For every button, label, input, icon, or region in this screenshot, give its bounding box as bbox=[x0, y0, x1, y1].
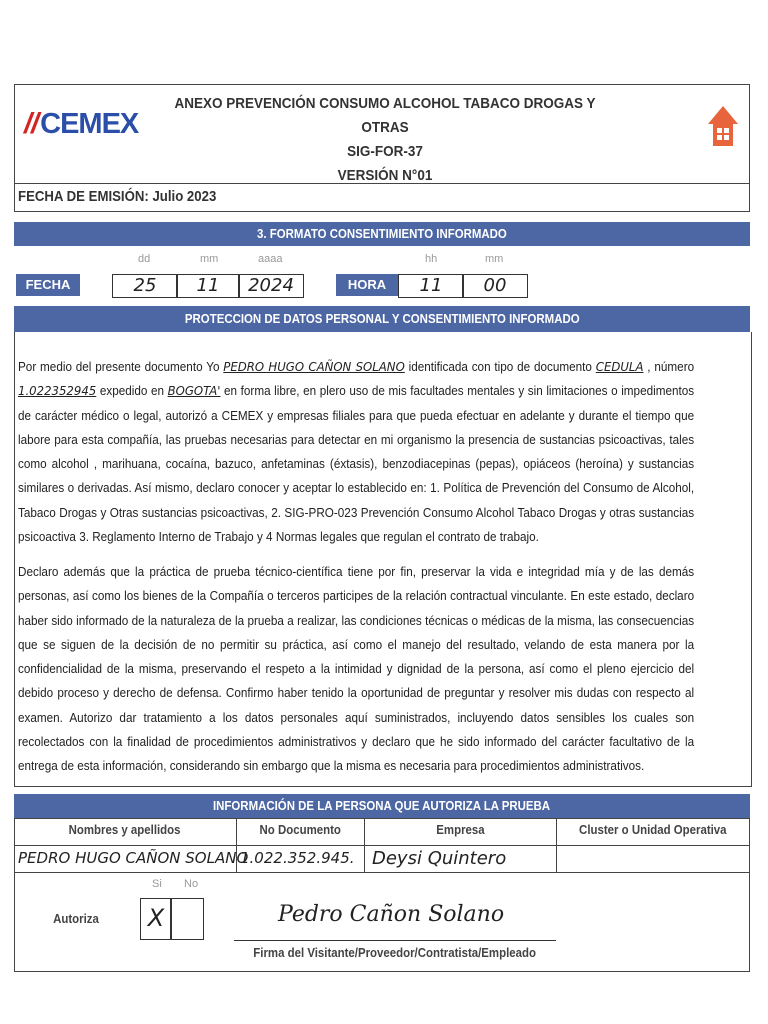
section-title-band bbox=[14, 222, 750, 246]
consent-text-e: en forma libre, en plero uso de mis facultades mentales y sin limitaciones o impedimentos de carácter médico o legal, autorizó a CEMEX y empresas filiales para que pueda efectuar en adelante y durante el tiempo que labore para esta compañía, las pruebas necesarias para detectar en mi organismo la presencia de sustancias psicoactivas, tales como alcohol , marihuana, cocaína, bazuco, anfetaminas (éxtasis), benzodiacepinas (pepas), opiáceos (heroína) y sustancias similares o derivadas. Así mismo, declaro conocer y aceptar lo establecido en: 1. Política de Prevención del Consumo de Alcohol, Tabaco Drogas y Otras sustancias psicoactivas, 2. SIG-PRO-023 Prevención Consumo Alcohol Tabaco Drogas y otras sustancias psicoactiva 3. Reglamento Interno de Trabajo y 4 Normas legales que regulan el contrato de trabajo. bbox=[18, 384, 695, 545]
home-icon bbox=[706, 104, 740, 148]
consent-paragraph-1 bbox=[18, 355, 694, 549]
no-label: No bbox=[184, 878, 199, 890]
cemex-logo bbox=[24, 108, 138, 141]
dd-label: dd bbox=[138, 253, 151, 265]
value-empresa[interactable]: Deysi Quintero bbox=[372, 848, 507, 869]
hh-label: hh bbox=[425, 253, 438, 265]
consent-text-c: , número bbox=[643, 360, 695, 374]
logo-text: CEMEX bbox=[40, 108, 139, 140]
logo-slash-icon: // bbox=[24, 108, 39, 140]
fecha-mm[interactable]: 11 bbox=[176, 274, 240, 298]
consent-text-b: identificada con tipo de documento bbox=[404, 360, 596, 374]
signature: Pedro Cañon Solano bbox=[278, 902, 505, 927]
table-divider bbox=[14, 872, 750, 873]
data-protection-title: PROTECCION DE DATOS PERSONAL Y CONSENTIMIENTO INFORMADO bbox=[184, 311, 580, 326]
hora-min[interactable]: 00 bbox=[462, 274, 528, 298]
title-line-2: SIG-FOR-37 bbox=[347, 143, 423, 160]
title-line-3: VERSIÓN N°01 bbox=[337, 167, 433, 184]
hora-label: HORA bbox=[336, 274, 398, 296]
document-title bbox=[174, 92, 597, 188]
header-cluster: Cluster o Unidad Operativa bbox=[579, 822, 727, 837]
min-label: mm bbox=[485, 253, 504, 265]
mm-label: mm bbox=[200, 253, 219, 265]
emission-date: FECHA DE EMISIÓN: Julio 2023 bbox=[18, 188, 217, 205]
consent-text-d: expedido en bbox=[96, 384, 168, 399]
consent-name-field[interactable]: PEDRO HUGO CAÑON SOLANO bbox=[223, 359, 405, 374]
fecha-aaaa[interactable]: 2024 bbox=[238, 274, 304, 298]
consent-paragraph-2: Declaro además que la práctica de prueba técnico-científica tiene por fin, preservar la vida e integridad mía y de las demás personas, así como los bienes de la Compañía o terceros participes de la relación contractual vinculante. En este estado, declaro haber sido informado de la naturaleza de la prueba a realizar, las condiciones técnicas o médicas de la misma, las consecuencias que se siguen de la decisión de no permitir su práctica, así como el manejo del resultado, velando de esta manera por la confidencialidad de la misma, preservando el respeto a la intimidad y dignidad de la persona, así como el pleno ejercicio del debido proceso y derecho de defensa. Confirmo haber tenido la oportunidad de preguntar y resolver mis dudas con respecto al examen. Autorizo dar tratamiento a los datos personales aquí suministrados, incluyendo datos sensibles los cuales son recolectados con la finalidad de procedimientos administrativos y declaro que he sido informado del carácter facultativo de la entrega de esta información, considerando sin embargo que la misma es necesaria para procedimientos administrativos. bbox=[18, 565, 695, 774]
si-checkmark: X bbox=[147, 904, 165, 932]
header-documento: No Documento bbox=[259, 822, 341, 837]
data-protection-band bbox=[14, 306, 750, 332]
fecha-label: FECHA bbox=[16, 274, 80, 296]
info-band bbox=[14, 794, 750, 818]
title-line-1: ANEXO PREVENCIÓN CONSUMO ALCOHOL TABACO DROGAS Y OTRAS bbox=[174, 95, 596, 136]
table-divider bbox=[14, 845, 750, 846]
autoriza-label: Autoriza bbox=[53, 911, 99, 926]
section-title: 3. FORMATO CONSENTIMIENTO INFORMADO bbox=[257, 226, 507, 241]
hora-hh[interactable]: 11 bbox=[398, 274, 464, 298]
si-checkbox[interactable] bbox=[140, 898, 172, 940]
signature-caption: Firma del Visitante/Proveedor/Contratista/Empleado bbox=[253, 945, 537, 960]
info-title: INFORMACIÓN DE LA PERSONA QUE AUTORIZA LA PRUEBA bbox=[213, 798, 551, 813]
aaaa-label: aaaa bbox=[258, 253, 283, 265]
value-nombres[interactable]: PEDRO HUGO CAÑON SOLANO bbox=[18, 849, 249, 867]
signature-line bbox=[234, 940, 556, 941]
document-number-field[interactable]: 1.022352945 bbox=[18, 383, 97, 399]
fecha-dd[interactable]: 25 bbox=[112, 274, 178, 298]
value-documento[interactable]: 1.022.352.945. bbox=[240, 849, 355, 867]
header-empresa: Empresa bbox=[435, 822, 485, 837]
issued-city-field[interactable]: BOGOTA' bbox=[167, 383, 221, 399]
consent-text-a: Por medio del presente documento Yo bbox=[18, 360, 224, 374]
document-type-field[interactable]: CEDULA bbox=[595, 359, 644, 374]
header-nombres: Nombres y apellidos bbox=[69, 822, 181, 837]
no-checkbox[interactable] bbox=[170, 898, 204, 940]
si-label: Si bbox=[152, 878, 162, 890]
